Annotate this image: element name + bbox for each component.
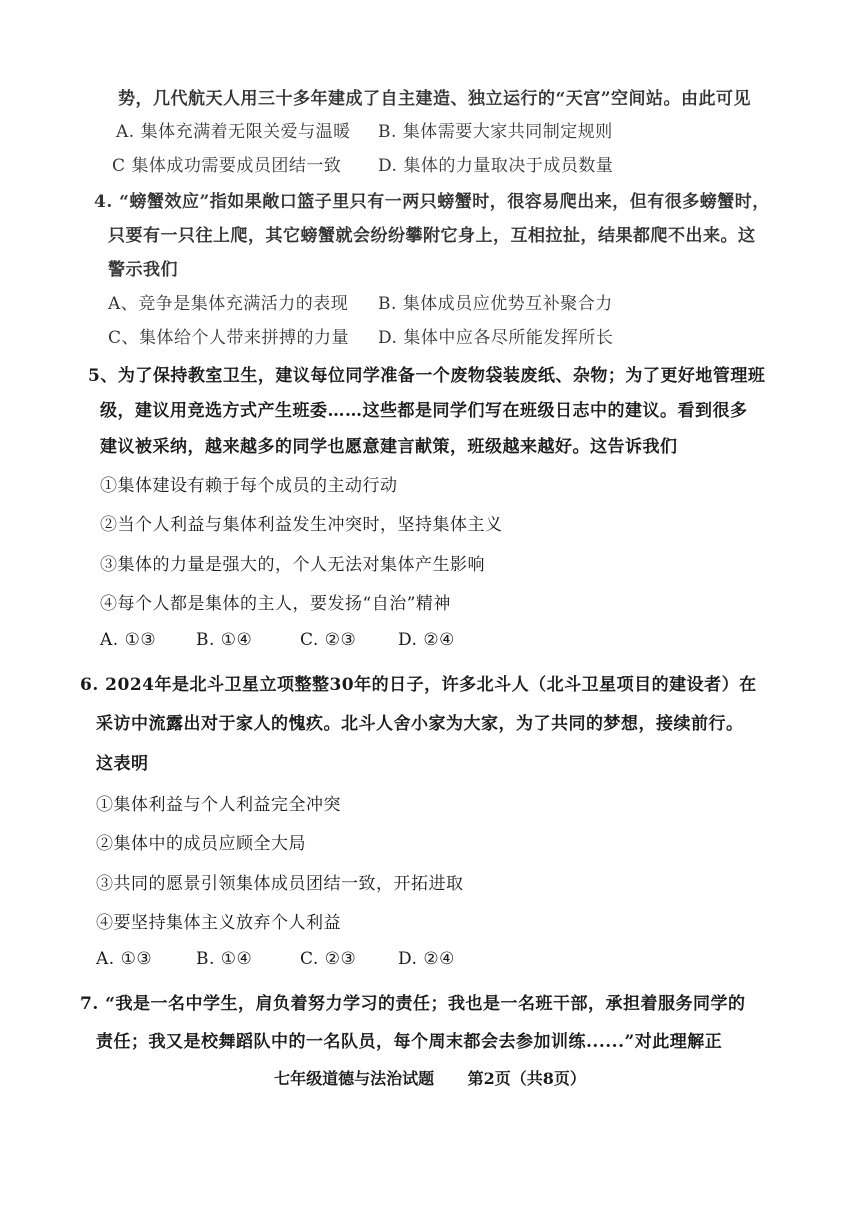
q3-option-a: A. 集体充满着无限关爱与温暖 [116,122,351,142]
q6-statement-2: ②集体中的成员应顾全大局 [96,834,306,854]
q3-option-b: B. 集体需要大家共同制定规则 [378,122,613,142]
footer-page-number: 第2页（共8页） [467,1069,586,1088]
q5-statement-4: ④每个人都是集体的主人，要发扬“自治”精神 [100,594,451,614]
q7-stem-line1: 7. “我是一名中学生，肩负着努力学习的责任；我也是一名班干部，承担着服务同学的 [80,994,746,1014]
q4-stem-line1: 4. “螃蟹效应”指如果敞口篮子里只有一两只螃蟹时，很容易爬出来，但有很多螃蟹时， [94,192,770,212]
q5-statement-1: ①集体建设有赖于每个成员的主动行动 [100,476,398,496]
q3-option-d: D. 集体的力量取决于成员数量 [378,156,614,176]
q5-option-b: B. ①④ [196,630,253,650]
q5-stem-line1: 5、为了保持教室卫生，建议每位同学准备一个废物袋装废纸、杂物；为了更好地管理班 [88,366,766,386]
q4-option-a: A、竞争是集体充满活力的表现 [108,294,349,314]
q6-stem-line3: 这表明 [96,754,149,774]
q4-option-d: D. 集体中应各尽所能发挥所长 [378,328,614,348]
q6-statement-1: ①集体利益与个人利益完全冲突 [96,795,341,815]
q5-statement-2: ②当个人利益与集体利益发生冲突时，坚持集体主义 [100,515,503,535]
q6-option-d: D. ②④ [398,949,455,969]
q6-statement-4: ④要坚持集体主义放弃个人利益 [96,913,341,933]
q6-option-b: B. ①④ [196,949,253,969]
q4-stem-line2: 只要有一只往上爬，其它螃蟹就会纷纷攀附它身上，互相拉扯，结果都爬不出来。这 [108,226,756,246]
q3-option-c: C 集体成功需要成员团结一致 [112,156,342,176]
q6-stem-line2: 采访中流露出对于家人的愧疚。北斗人舍小家为大家，为了共同的梦想，接续前行。 [96,714,744,734]
q5-statement-3: ③集体的力量是强大的，个人无法对集体产生影响 [100,555,485,575]
q5-stem-line2: 级，建议用竞选方式产生班委……这些都是同学们写在班级日志中的建议。看到很多 [100,401,748,421]
q5-option-c: C. ②③ [300,630,357,650]
q7-stem-line2: 责任；我又是校舞蹈队中的一名队员，每个周末都会去参加训练......”对此理解正 [96,1032,723,1052]
q4-stem-line3: 警示我们 [108,260,178,280]
page-footer [0,1066,860,1089]
q6-option-c: C. ②③ [300,949,357,969]
q5-option-d: D. ②④ [398,630,455,650]
q6-statement-3: ③共同的愿景引领集体成员团结一致，开拓进取 [96,874,464,894]
q5-option-a: A. ①③ [100,630,157,650]
q4-option-b: B. 集体成员应优势互补聚合力 [378,294,613,314]
footer-subject: 七年级道德与法治试题 [274,1069,435,1088]
q5-stem-line3: 建议被采纳，越来越多的同学也愿意建言献策，班级越来越好。这告诉我们 [100,437,678,457]
q3-stem-tail: 势，几代航天人用三十多年建成了自主建造、独立运行的“天宫”空间站。由此可见 [118,89,752,109]
q6-stem-line1: 6. 2024年是北斗卫星立项整整30年的日子，许多北斗人（北斗卫星项目的建设者）在 [80,675,757,695]
q4-option-c: C、集体给个人带来拼搏的力量 [108,328,350,348]
q6-option-a: A. ①③ [96,949,153,969]
